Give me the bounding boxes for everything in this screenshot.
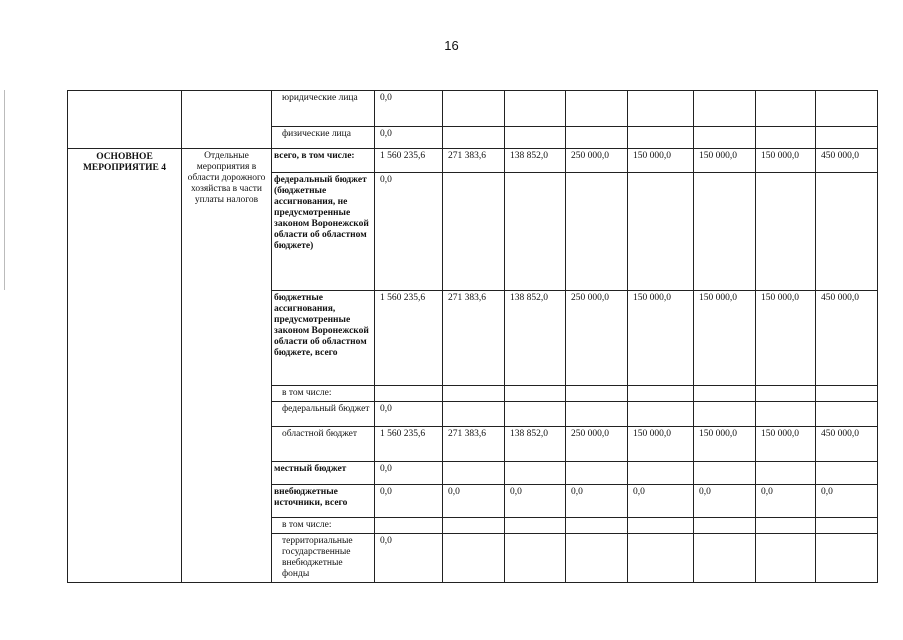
row-label: местный бюджет	[272, 462, 375, 485]
value-cell	[694, 127, 756, 149]
value-cell	[443, 91, 505, 127]
value-cell	[816, 462, 878, 485]
row-label: федеральный бюджет	[272, 402, 375, 427]
value-cell	[443, 127, 505, 149]
empty-cell	[182, 91, 272, 149]
value-cell: 150 000,0	[628, 427, 694, 462]
main-event-description: Отдельные мероприятия в области дорожного хозяйства в части уплаты налогов	[182, 149, 272, 583]
value-cell	[816, 518, 878, 534]
value-cell	[566, 127, 628, 149]
value-cell: 150 000,0	[628, 149, 694, 173]
value-cell: 0,0	[756, 485, 816, 518]
value-cell	[694, 173, 756, 291]
row-label: юридические лица	[272, 91, 375, 127]
value-cell: 0,0	[443, 485, 505, 518]
value-cell	[443, 386, 505, 402]
value-cell	[694, 518, 756, 534]
value-cell	[566, 462, 628, 485]
value-cell: 0,0	[375, 485, 443, 518]
value-cell: 138 852,0	[505, 149, 566, 173]
row-label: федеральный бюджет (бюджетные ассигнования, не предусмотренные законом Воронежской области об областном бюджете)	[272, 173, 375, 291]
value-cell: 0,0	[816, 485, 878, 518]
value-cell	[443, 173, 505, 291]
value-cell	[443, 534, 505, 583]
value-cell	[566, 402, 628, 427]
value-cell	[756, 462, 816, 485]
value-cell: 250 000,0	[566, 291, 628, 386]
value-cell: 0,0	[375, 127, 443, 149]
value-cell: 0,0	[505, 485, 566, 518]
main-event-title: ОСНОВНОЕ МЕРОПРИЯТИЕ 4	[68, 149, 182, 583]
value-cell	[443, 518, 505, 534]
value-cell: 0,0	[375, 462, 443, 485]
value-cell	[816, 173, 878, 291]
value-cell	[816, 127, 878, 149]
value-cell	[566, 518, 628, 534]
value-cell	[628, 402, 694, 427]
value-cell	[505, 91, 566, 127]
value-cell: 271 383,6	[443, 427, 505, 462]
value-cell: 0,0	[375, 173, 443, 291]
value-cell: 450 000,0	[816, 291, 878, 386]
value-cell: 150 000,0	[756, 149, 816, 173]
value-cell	[694, 462, 756, 485]
value-cell	[566, 534, 628, 583]
value-cell: 0,0	[566, 485, 628, 518]
value-cell	[628, 91, 694, 127]
row-label: в том числе:	[272, 518, 375, 534]
value-cell	[628, 127, 694, 149]
value-cell	[628, 173, 694, 291]
value-cell	[816, 386, 878, 402]
table-row	[68, 91, 878, 127]
value-cell	[566, 91, 628, 127]
table-row	[68, 149, 878, 173]
value-cell	[816, 534, 878, 583]
value-cell: 0,0	[375, 534, 443, 583]
value-cell: 1 560 235,6	[375, 291, 443, 386]
row-label: в том числе:	[272, 386, 375, 402]
value-cell	[566, 386, 628, 402]
value-cell	[628, 534, 694, 583]
value-cell	[375, 518, 443, 534]
value-cell	[628, 462, 694, 485]
value-cell	[628, 518, 694, 534]
value-cell: 0,0	[375, 91, 443, 127]
value-cell	[505, 534, 566, 583]
value-cell	[443, 462, 505, 485]
table-body	[68, 91, 878, 583]
value-cell: 0,0	[375, 402, 443, 427]
value-cell	[505, 173, 566, 291]
row-label: областной бюджет	[272, 427, 375, 462]
value-cell	[694, 386, 756, 402]
value-cell: 150 000,0	[628, 291, 694, 386]
value-cell	[756, 386, 816, 402]
value-cell	[756, 127, 816, 149]
row-label: бюджетные ассигнования, предусмотренные законом Воронежской области об областном бюджете, всего	[272, 291, 375, 386]
value-cell: 271 383,6	[443, 291, 505, 386]
value-cell	[694, 91, 756, 127]
page-number: 16	[444, 38, 459, 53]
value-cell: 150 000,0	[756, 427, 816, 462]
value-cell: 271 383,6	[443, 149, 505, 173]
value-cell	[694, 534, 756, 583]
value-cell: 1 560 235,6	[375, 427, 443, 462]
value-cell	[756, 534, 816, 583]
value-cell: 0,0	[628, 485, 694, 518]
value-cell	[566, 173, 628, 291]
value-cell	[375, 386, 443, 402]
value-cell	[505, 127, 566, 149]
value-cell: 150 000,0	[694, 149, 756, 173]
value-cell	[816, 402, 878, 427]
value-cell	[756, 402, 816, 427]
value-cell	[628, 386, 694, 402]
value-cell	[505, 518, 566, 534]
funding-table	[67, 90, 878, 583]
value-cell	[694, 402, 756, 427]
row-label: физические лица	[272, 127, 375, 149]
value-cell: 450 000,0	[816, 427, 878, 462]
value-cell: 0,0	[694, 485, 756, 518]
value-cell: 250 000,0	[566, 427, 628, 462]
value-cell: 150 000,0	[694, 427, 756, 462]
value-cell	[505, 402, 566, 427]
value-cell: 138 852,0	[505, 291, 566, 386]
value-cell	[816, 91, 878, 127]
value-cell	[756, 173, 816, 291]
value-cell: 250 000,0	[566, 149, 628, 173]
value-cell: 138 852,0	[505, 427, 566, 462]
empty-cell	[68, 91, 182, 149]
row-label: внебюджетные источники, всего	[272, 485, 375, 518]
value-cell: 1 560 235,6	[375, 149, 443, 173]
value-cell: 150 000,0	[756, 291, 816, 386]
value-cell	[505, 386, 566, 402]
value-cell	[756, 91, 816, 127]
value-cell	[443, 402, 505, 427]
value-cell	[756, 518, 816, 534]
value-cell: 450 000,0	[816, 149, 878, 173]
row-label: территориальные государственные внебюджетные фонды	[272, 534, 375, 583]
row-label: всего, в том числе:	[272, 149, 375, 173]
value-cell	[505, 462, 566, 485]
value-cell: 150 000,0	[694, 291, 756, 386]
scan-edge-mark	[4, 90, 5, 290]
